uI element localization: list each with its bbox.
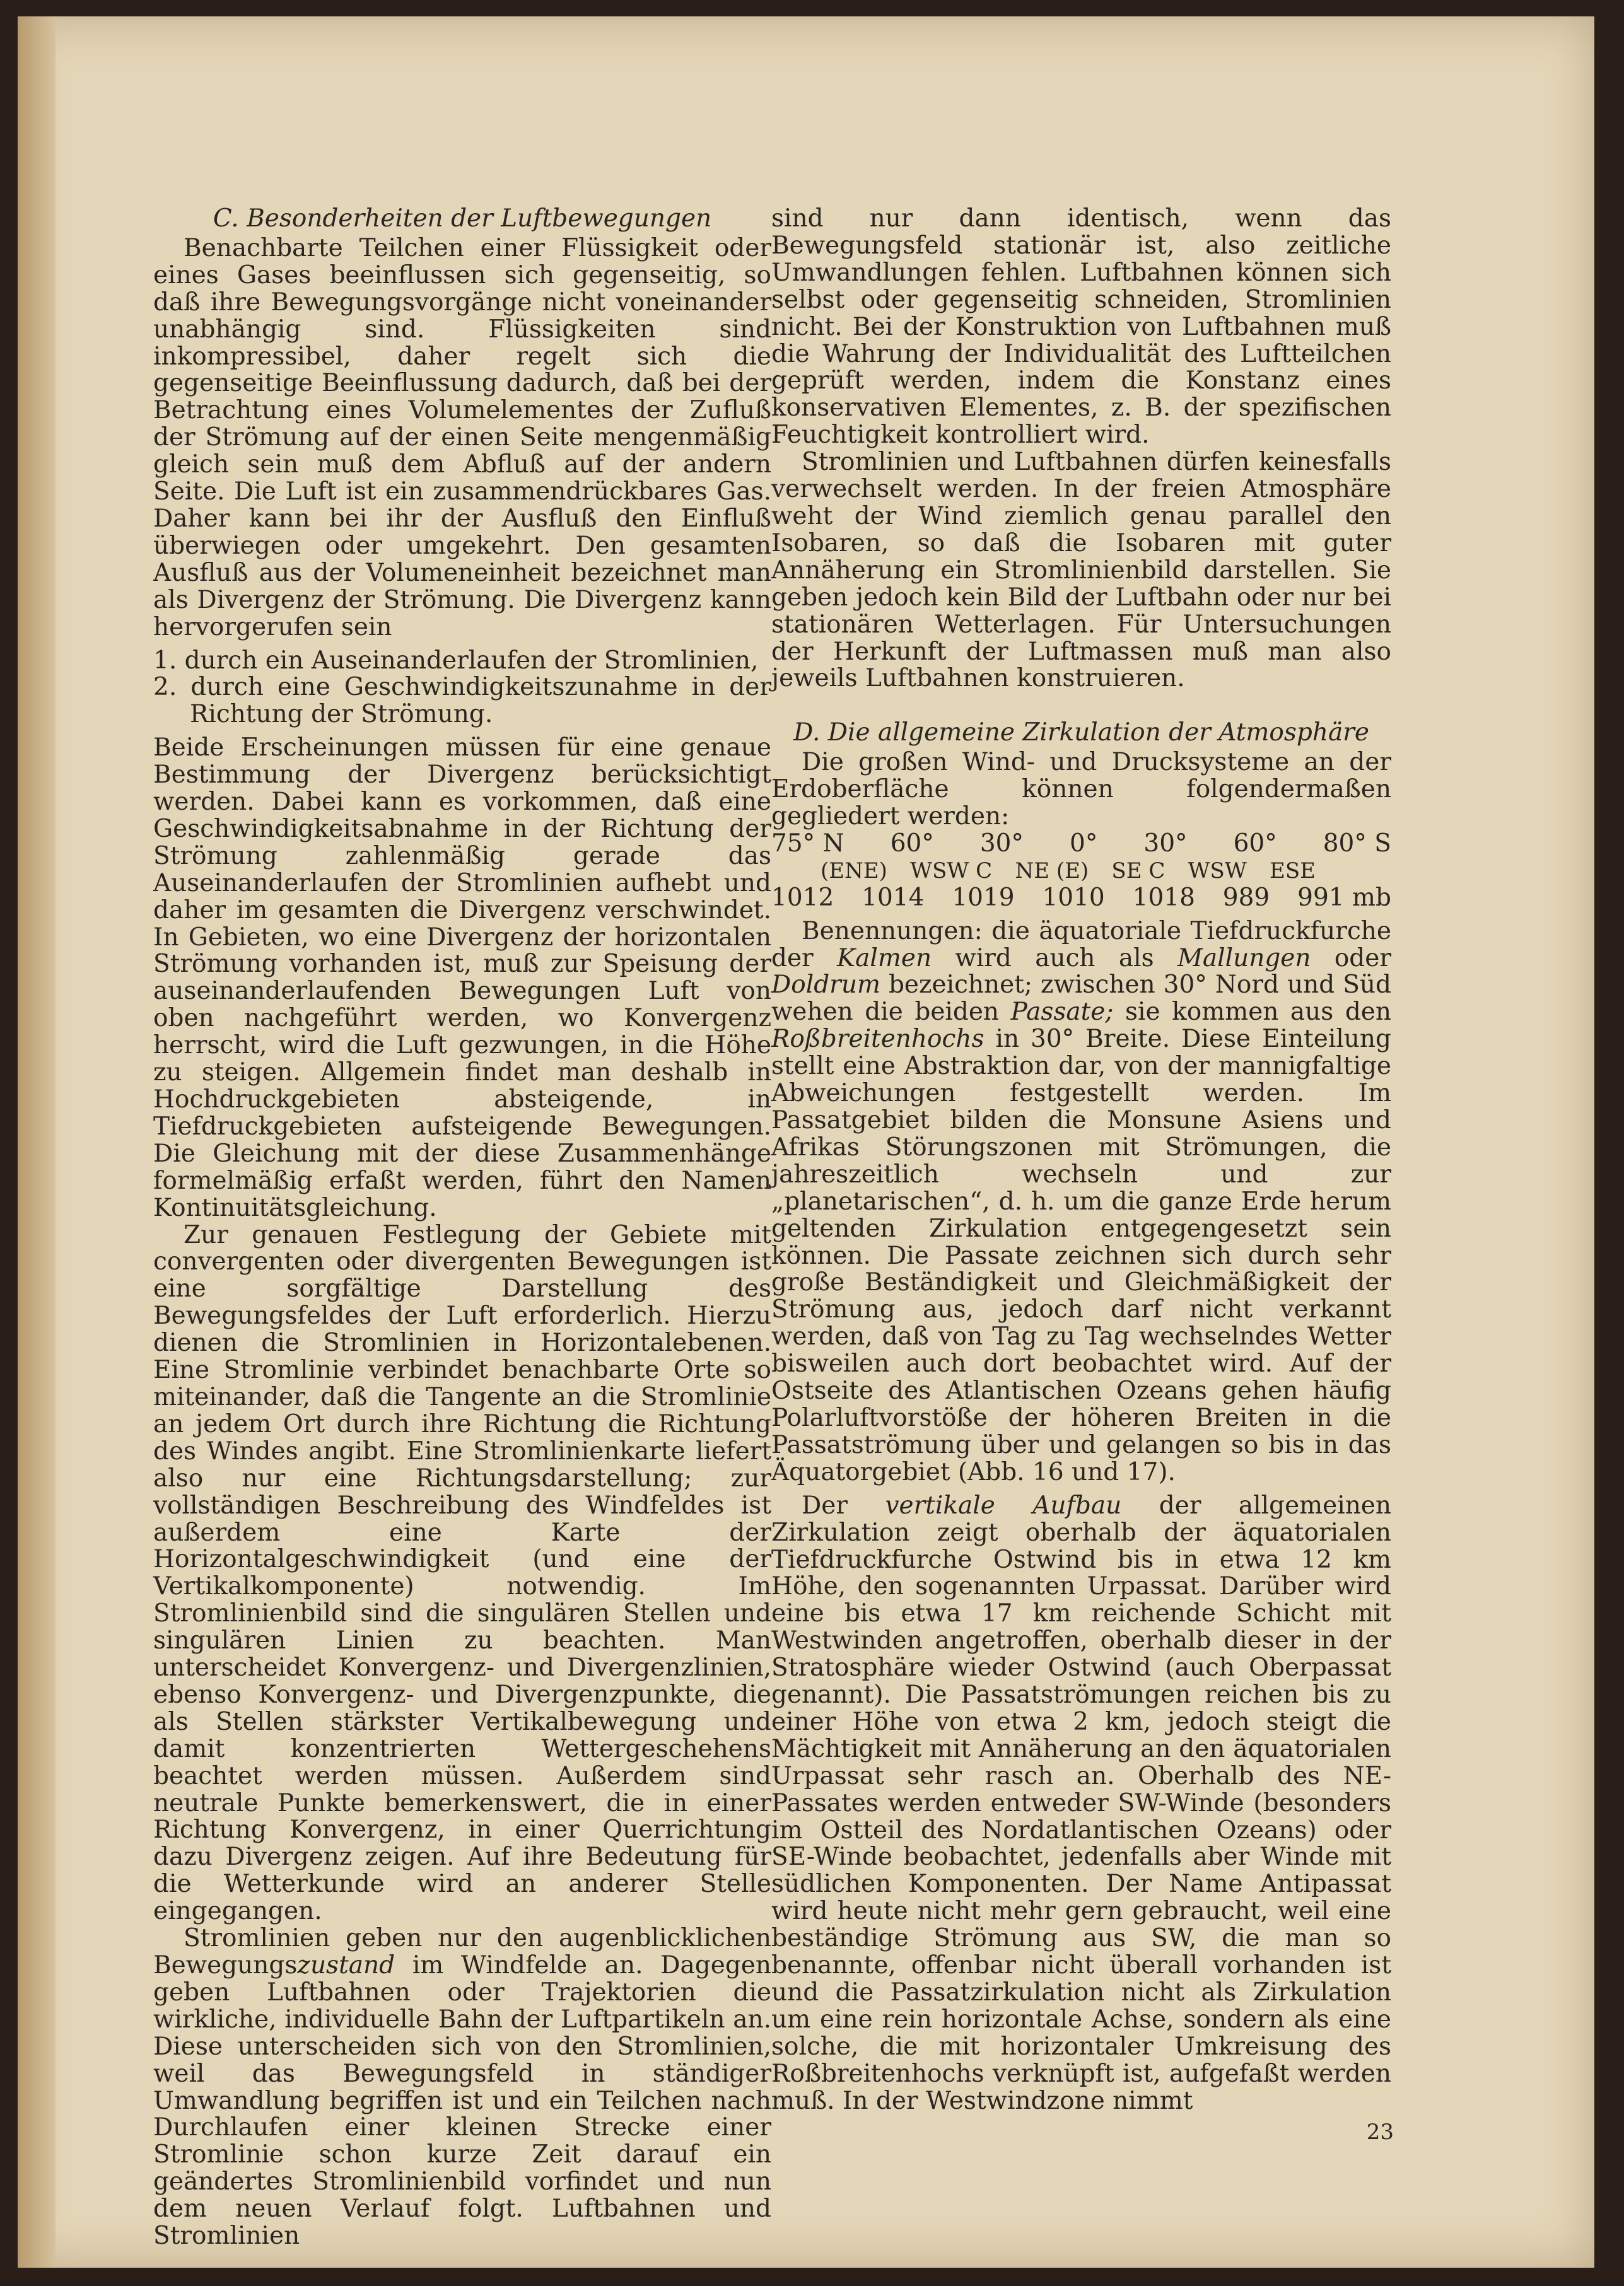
page-gutter	[18, 16, 55, 2268]
left-column	[153, 206, 771, 2250]
paragraph: Benachbarte Teilchen einer Flüssigkeit oder eines Gases beeinflussen sich gegenseitig, so daß ihre Bewegungsvorgänge nicht voneinander unabhängig sind. Flüssigkeiten sind inkompressibel, daher regelt sich die gegenseitige Beeinflussung dadurch, daß bei der Betrachtung eines Volumelementes der Zufluß der Strömung auf der einen Seite mengenmäßig gleich sein muß dem Abfluß auf der andern Seite. Die Luft ist ein zusammendrückbares Gas. Daher kann bei ihr der Ausfluß den Einfluß überwiegen oder umgekehrt. Den gesamten Ausfluß aus der Volumeneinheit bezeichnet man als Divergenz der Strömung. Die Divergenz kann hervorgerufen sein	[153, 233, 771, 641]
section-c-heading: C. Besonderheiten der Luftbewegungen	[213, 204, 712, 233]
wind-pressure-table	[771, 831, 1391, 912]
pressure-row: 1012 1014 1019 1010 1018 989 991 mb	[771, 883, 1391, 912]
paragraph: Der vertikale Aufbau der allgemeinen Zirkulation zeigt oberhalb der äquatorialen Tiefdruckfurche Ostwind bis in etwa 12 km Höhe, den sogenannten Urpassat. Darüber wird eine bis etwa 17 km reichende Schicht mit Westwinden angetroffen, oberhalb dieser in der Stratosphäre wieder Ostwind (auch Oberpassat genannt). Die Passatströmungen reichen bis zu einer Höhe von etwa 2 km, jedoch steigt die Mächtigkeit mit Annäherung an den äquatorialen Urpassat sehr rasch an. Oberhalb des NE-Passates werden entweder SW-Winde (besonders im Ostteil des Nordatlantischen Ozeans) oder SE-Winde beobachtet, jedenfalls aber Winde mit südlichen Komponenten. Der Name Antipassat wird heute nicht mehr gern gebraucht, weil eine beständige Strömung aus SW, die man so benannte, offenbar nicht überall vorhanden ist und die Passatzirkulation nicht als Zirkulation um eine rein horizontale Achse, sondern als eine solche, die mit horizontaler Umkreisung des Roßbreitenhochs verknüpft ist, aufgefaßt werden muß. In der Westwindzone nimmt	[771, 1491, 1392, 2115]
page-number: 23	[1366, 2120, 1394, 2145]
paragraph: Beide Erscheinungen müssen für eine genaue Bestimmung der Divergenz berücksichtigt werden. Dabei kann es vorkommen, daß eine Geschwindigkeitsabnahme in der Richtung der Strömung zahlenmäßig gerade das Auseinanderlaufen der Stromlinien aufhebt und daher im gesamten die Divergenz verschwindet. In Gebieten, wo eine Divergenz der horizontalen Strömung vorhanden ist, muß zur Speisung der auseinanderlaufenden Bewegungen Luft von oben nachgeführt werden, wo Konvergenz herrscht, wird die Luft gezwungen, in die Höhe zu steigen. Allgemein findet man deshalb in Hochdruckgebieten absteigende, in Tiefdruckgebieten aufsteigende Bewegungen. Die Gleichung mit der diese Zusammenhänge formelmäßig erfaßt werden, führt den Namen Kontinuitätsgleichung.	[153, 733, 771, 1222]
book-page	[18, 16, 1594, 2268]
section-d-heading: D. Die allgemeine Zirkulation der Atmosphäre	[793, 718, 1369, 747]
numbered-list	[153, 648, 771, 729]
list-item: 2. durch eine Geschwindigkeitszunahme in der Richtung der Strömung.	[153, 673, 771, 729]
paragraph: sind nur dann identisch, wenn das Bewegungsfeld stationär ist, also zeitliche Umwandlungen fehlen. Luftbahnen können sich selbst oder gegenseitig schneiden, Stromlinien nicht. Bei der Konstruktion von Luftbahnen muß die Wahrung der Individualität des Luftteilchen geprüft werden, indem die Konstanz eines konservativen Elementes, z. B. der spezifischen Feuchtigkeit kontrolliert wird.	[771, 204, 1391, 450]
paragraph: Stromlinien und Luftbahnen dürfen keinesfalls verwechselt werden. In der freien Atmosphäre weht der Wind ziemlich genau parallel den Isobaren, so daß die Isobaren mit guter Annäherung ein Stromlinienbild darstellen. Sie geben jedoch kein Bild der Luftbahn oder nur bei stationären Wetterlagen. Für Untersuchungen der Herkunft der Luftmassen muß man also jeweils Luftbahnen konstruieren.	[771, 448, 1391, 693]
paragraph: Zur genauen Festlegung der Gebiete mit convergenten oder divergenten Bewegungen ist eine sorgfältige Darstellung des Bewegungsfeldes der Luft erforderlich. Hierzu dienen die Stromlinien in Horizontalebenen. Eine Stromlinie verbindet benachbarte Orte so miteinander, daß die Tangente an die Stromlinie an jedem Ort durch ihre Richtung die Richtung des Windes angibt. Eine Stromlinienkarte liefert also nur eine Richtungsdarstellung; zur vollständigen Beschreibung des Windfeldes ist außerdem eine Karte der Horizontalgeschwindigkeit (und eine der Vertikalkomponente) notwendig. Im Stromlinienbild sind die singulären Stellen und singulären Linien zu beachten. Man unterscheidet Konvergenz- und Divergenzlinien, ebenso Konvergenz- und Divergenzpunkte, die als Stellen stärkster Vertikalbewegung und damit konzentrierten Wettergeschehens beachtet werden müssen. Außerdem sind neutrale Punkte bemerkenswert, die in einer Richtung Konvergenz, in einer Querrichtung dazu Divergenz zeigen. Auf ihre Bedeutung für die Wetterkunde wird an anderer Stelle eingegangen.	[153, 1220, 771, 1926]
paragraph: Die großen Wind- und Drucksysteme an der Erdoberfläche können folgendermaßen gegliedert werden:	[771, 748, 1391, 831]
paragraph: Benennungen: die äquatoriale Tiefdruckfurche der Kalmen wird auch als Mallungen oder Doldrum bezeichnet; zwischen 30° Nord und Süd wehen die beiden Passate; sie kommen aus den Roßbreitenhochs in 30° Breite. Diese Einteilung stellt eine Abstraktion dar, von der mannigfaltige Abweichungen festgestellt werden. Im Passatgebiet bilden die Monsune Asiens und Afrikas Störungszonen mit Strömungen, die jahreszeitlich wechseln und zur „planetarischen“, d. h. um die ganze Erde herum geltenden Zirkulation entgegengesetzt sein können. Die Passate zeichnen sich durch sehr große Beständigkeit und Gleichmäßigkeit der Strömung aus, jedoch darf nicht verkannt werden, daß von Tag zu Tag wechselndes Wetter bisweilen auch dort beobachtet wird. Auf der Ostseite des Atlantischen Ozeans gehen häufig Polarluftvorstöße der höheren Breiten in die Passatströmung über und gelangen so bis in das Äquatorgebiet (Abb. 16 und 17).	[771, 916, 1392, 1486]
wind-row: (ENE) WSW C NE (E) SE C WSW ESE	[821, 858, 1316, 883]
right-column	[771, 206, 1391, 2115]
paragraph: Stromlinien geben nur den augenblicklichen Bewegungszustand im Windfelde an. Dagegen geben Luftbahnen oder Trajektorien die wirkliche, individuelle Bahn der Luftpartikeln an. Diese unterscheiden sich von den Stromlinien, weil das Bewegungsfeld in ständiger Umwandlung begriffen ist und ein Teilchen nach Durchlaufen einer kleinen Strecke einer Stromlinie schon kurze Zeit darauf ein geändertes Stromlinienbild vorfindet und nun dem neuen Verlauf folgt. Luftbahnen und Stromlinien	[153, 1924, 771, 2251]
list-item: 1. durch ein Auseinanderlaufen der Stromlinien,	[153, 646, 759, 675]
latitude-row: 75° N 60° 30° 0° 30° 60° 80° S	[771, 829, 1391, 858]
